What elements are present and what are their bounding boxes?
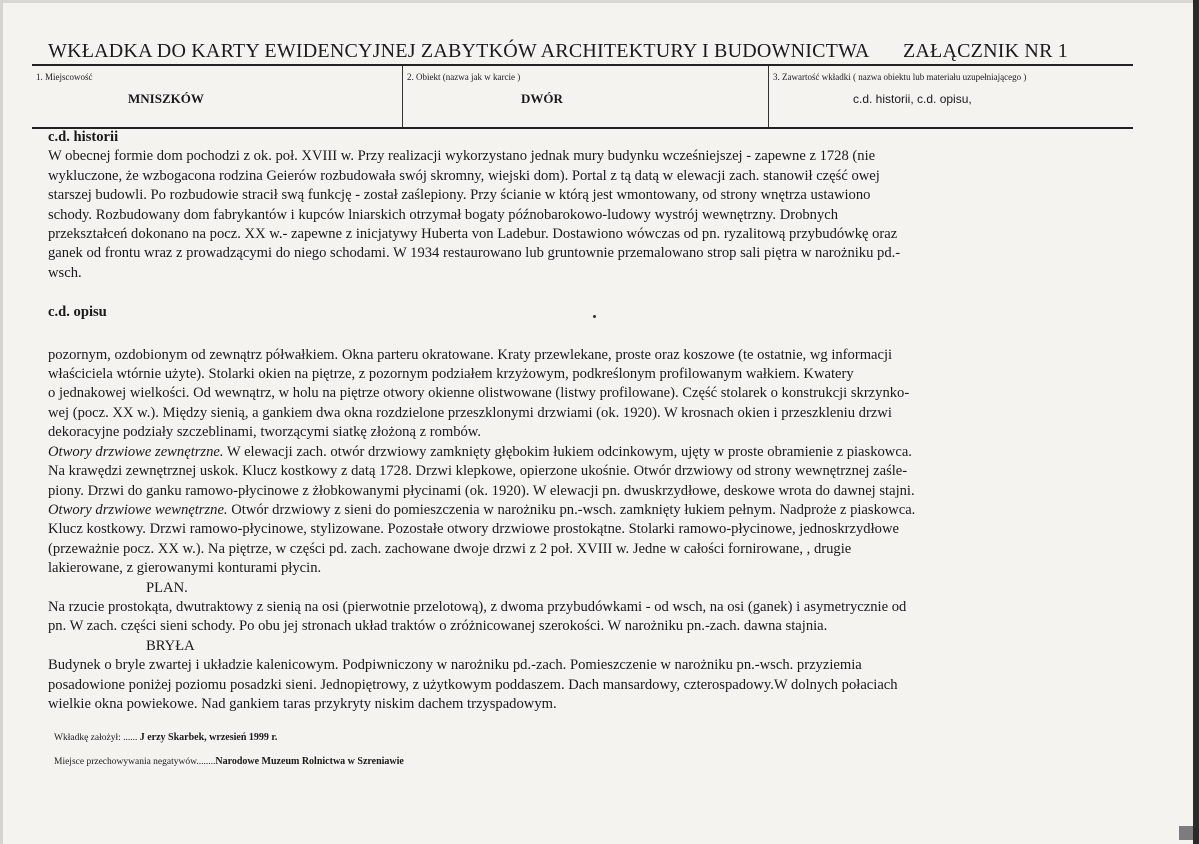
history-line: wsch.: [48, 264, 82, 281]
description-line: wej (pocz. XX w.). Między sienią, a gankiem dwa okna rozdzielone przeszklonymi drzwiami (ok. 1920). W krosnach okien i przeszkleniu drzwi: [48, 404, 892, 421]
body-line: Budynek o bryle zwartej i układzie kalenicowym. Podpiwniczony w narożniku pd.-zach. Pomieszczenie w narożniku pn.-wsch. przyziemia: [48, 657, 862, 674]
footer-author-value: J erzy Skarbek, wrzesień 1999 r.: [139, 732, 278, 743]
footer-author: [54, 732, 277, 743]
outer-doors-label: Otwory drzwiowe zewnętrzne.: [48, 443, 224, 460]
description-line: piony. Drzwi do ganku ramowo-płycinowe z żłobkowanymi płycinami (ok. 1920). W elewacji pn. dwuskrzydłowe, deskowe wrota do dawnej stajni.: [48, 482, 915, 499]
history-line: ganek od frontu wraz z prowadzącymi do niego schodami. W 1934 restaurowano lub gruntownie przemalowano strop sali piętra w narożniku pd.-: [48, 245, 901, 262]
field-object-label: 2. Obiekt (nazwa jak w karcie ): [407, 72, 521, 82]
description-line: (przeważnie pocz. XX w.). Na piętrze, w części pd. zach. zachowane dwoje drzwi z 2 poł. XVIII w. Jedne w całości fornirowane, , drugie: [48, 540, 852, 557]
history-line: przekształceń dokonano na pocz. XX w.- zapewne z inicjatywy Huberta von Ladebur. Dostawiono wówczas od pn. ryzalitową przybudówkę oraz: [48, 226, 898, 243]
description-line: lakierowane, z gierowanymi konturami płycin.: [48, 560, 322, 577]
field-contents: [768, 66, 1134, 127]
footer-storage-value: Narodowe Muzeum Rolnictwa w Szreniawie: [215, 756, 404, 767]
field-locality: [32, 66, 402, 127]
history-heading: c.d. historii: [48, 129, 119, 145]
description-line: Na krawędzi zewnętrznej uskok. Klucz kostkowy z datą 1728. Drzwi klepkowe, opierzone ukośnie. Otwór drzwiowy od strony wewnętrznej zaśle-: [48, 463, 908, 480]
scan-corner-mark: [1179, 826, 1193, 840]
plan-line: Na rzucie prostokąta, dwutraktowy z sienią na osi (pierwotnie przelotową), z dwoma przybudówkami - od wsch, na osi (ganek) i asymetrycznie od: [48, 598, 907, 615]
header-fields: [32, 64, 1133, 129]
spacer: [48, 283, 1088, 303]
field-locality-label: 1. Miejscowość: [36, 72, 93, 82]
footer-storage: [54, 756, 404, 767]
inner-doors-line: [48, 501, 1088, 520]
history-text: [48, 147, 1088, 283]
attachment-number: ZAŁĄCZNIK NR 1: [903, 40, 1069, 62]
body-line: wielkie okna powiekowe. Nad gankiem taras przykryty niskim dachem trzyspadowym.: [48, 695, 557, 712]
document-header: [48, 40, 1133, 63]
footer-storage-label: Miejsce przechowywania negatywów: [54, 757, 197, 767]
description-line: Klucz kostkowy. Drzwi ramowo-płycinowe, stylizowane. Pozostałe otwory drzwiowe prostokątne. Stolarki ramowo-płycinowe, jednoskrzydłowe: [48, 521, 899, 538]
field-locality-value: MNISZKÓW: [128, 91, 204, 106]
history-line: wykluczone, że wzbogacona rodzina Geierów rozbudowała swój skromny, wiejski dom). Portal z tą datą w elewacji zach. stanowił część owej: [48, 167, 880, 184]
history-line: schody. Rozbudowany dom fabrykantów i kupców lniarskich otrzymał bogaty późnobarokowo-ludowy wystrój wewnętrzny. Drobnych: [48, 206, 839, 223]
scan-speck: [593, 315, 596, 318]
history-line: W obecnej formie dom pochodzi z ok. poł. XVIII w. Przy realizacji wykorzystano jednak mury budynku wcześniejszej - zapewne z 1728 (nie: [48, 148, 876, 165]
card-content: [48, 128, 1088, 714]
body-line: posadowione poniżej poziomu posadzki sieni. Jednopiętrowy, z użytkowym poddaszem. Dach mansardowy, czterospadowy.W dolnych połaciach: [48, 676, 898, 693]
inner-doors-label: Otwory drzwiowe wewnętrzne.: [48, 501, 228, 518]
plan-line: pn. W zach. części sieni schody. Po obu jej stronach układ traktów o zróżnicowanej szerokości. W narożniku pn.-zach. dawna stajnia.: [48, 618, 828, 635]
footer-author-dots: ......: [123, 733, 138, 743]
footer-author-label: Wkładkę założył:: [54, 733, 121, 743]
field-contents-value: c.d. historii, c.d. opisu,: [853, 92, 972, 106]
description-heading: c.d. opisu: [48, 304, 107, 321]
description-text: [48, 346, 1088, 715]
field-contents-label: 3. Zawartość wkładki ( nazwa obiektu lub materiału uzupełniającego ): [773, 72, 1027, 82]
plan-heading: PLAN.: [146, 579, 188, 596]
footer-storage-dots: ........: [196, 757, 216, 767]
outer-doors-line: [48, 443, 1088, 462]
spacer: [48, 323, 1088, 346]
document-title: WKŁADKA DO KARTY EWIDENCYJNEJ ZABYTKÓW ARCHITEKTURY I BUDOWNICTWA: [48, 40, 870, 62]
description-line: pozornym, ozdobionym od zewnątrz półwałkiem. Okna parteru okratowane. Kraty przewlekane, proste oraz koszowe (te ostatnie, wg informacji: [48, 346, 893, 363]
page-left-edge: [0, 0, 3, 844]
description-line: dekoracyjne podziały szczeblinami, tworzącymi siatkę złożoną z rombów.: [48, 424, 482, 441]
body-heading: BRYŁA: [146, 637, 195, 654]
description-line: właściciela wtórnie użyte). Stolarki okien na piętrze, z pozornym podziałem krzyżowym, podkreślonym profilowanym wałkiem. Kwatery: [48, 366, 854, 383]
history-line: starszej budowli. Po rozbudowie stracił swą funkcję - został zaślepiony. Przy ścianie w którą jest wmontowany, od strony wnętrza ustawiono: [48, 187, 871, 204]
page-top-edge: [0, 0, 1199, 3]
scan-right-edge: [1193, 0, 1199, 844]
field-object: [402, 66, 769, 127]
outer-doors-text: W elewacji zach. otwór drzwiowy zamknięty głębokim łukiem odcinkowym, ujęty w proste obramienie z piaskowca.: [223, 443, 912, 460]
field-object-value: DWÓR: [521, 91, 563, 106]
description-line: o jednakowej wielkości. Od wewnątrz, w holu na piętrze otwory okienne olistwowane (listwy profilowane). Część stolarek o konstrukcji skrzynko-: [48, 385, 910, 402]
inner-doors-text: Otwór drzwiowy z sieni do pomieszczenia w narożniku pn.-wsch. zamknięty łukiem pełnym. Nadproże z piaskowca.: [227, 501, 916, 518]
